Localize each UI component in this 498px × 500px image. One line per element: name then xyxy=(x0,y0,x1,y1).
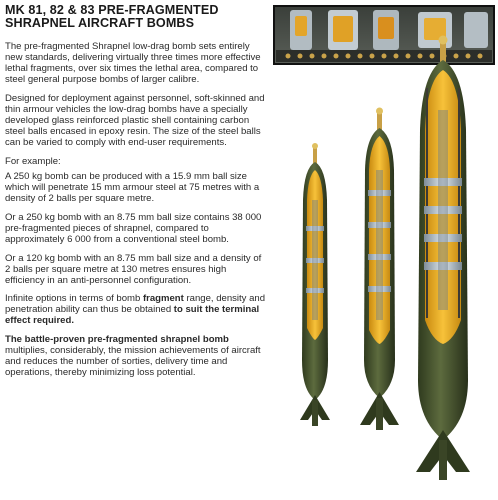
battle-proven-text: multiplies, considerably, the mission achievements of aircraft and reduces the number of sorties, delivery time and operations, thereby minimizing loss potential. xyxy=(5,345,261,379)
bomb-mk81 xyxy=(300,143,330,426)
title-line-1: MK 81, 82 & 83 PRE-FRAGMENTED xyxy=(5,3,219,17)
options-text-1: Infinite options in terms of bomb xyxy=(5,293,143,305)
paragraph-example-3: Or a 120 kg bomb with an 8.75 mm ball size and a density of 2 balls per square metre at 130 metres ensures high efficiency in an anti-personnel configuration. xyxy=(5,252,262,286)
fragment-closeup-inset xyxy=(274,6,494,64)
page-title xyxy=(5,4,265,30)
bombs-cutaway-drawing xyxy=(268,0,498,500)
paragraph-example-1: A 250 kg bomb can be produced with a 15.9 mm ball size which will penetrate 15 mm armour steel at 75 metres with a density of 2 balls per square metre. xyxy=(5,170,260,205)
body-text xyxy=(5,41,267,386)
paragraph-battle-proven xyxy=(5,334,267,378)
paragraph-for-example: For example: xyxy=(5,155,61,167)
options-bold-2: to suit the terminal effect required. xyxy=(5,304,260,327)
paragraph-options xyxy=(5,293,267,326)
battle-proven-bold: The battle-proven pre-fragmented shrapnel bomb xyxy=(5,334,229,346)
options-text-2: range, density and penetration ability can thus be obtained xyxy=(5,293,266,316)
title-line-2: SHRAPNEL AIRCRAFT BOMBS xyxy=(5,16,195,30)
bomb-mk82 xyxy=(360,108,399,431)
paragraph-design: Designed for deployment against personnel, soft-skinned and thin armour vehicles the low-drag bombs have a specially developed glass reinforced plastic shell containing carbon steel balls encased in epoxy resin. The size of the steel balls can be varied to comply with end-user requirements. xyxy=(5,92,265,149)
bomb-mk83 xyxy=(416,36,470,481)
paragraph-example-2: Or a 250 kg bomb with an 8.75 mm ball size contains 38 000 pre-fragmented pieces of shrapnel, compared to approximately 6 000 from a conventional steel bomb. xyxy=(5,211,262,245)
bomb-illustration xyxy=(268,0,498,500)
paragraph-intro: The pre-fragmented Shrapnel low-drag bomb sets entirely new standards, delivering virtually three times more effective lethal fragments, over six times the lethal area, compared to steel general purpose bombs of larger calibre. xyxy=(5,41,261,86)
options-bold-1: fragment xyxy=(142,293,184,305)
